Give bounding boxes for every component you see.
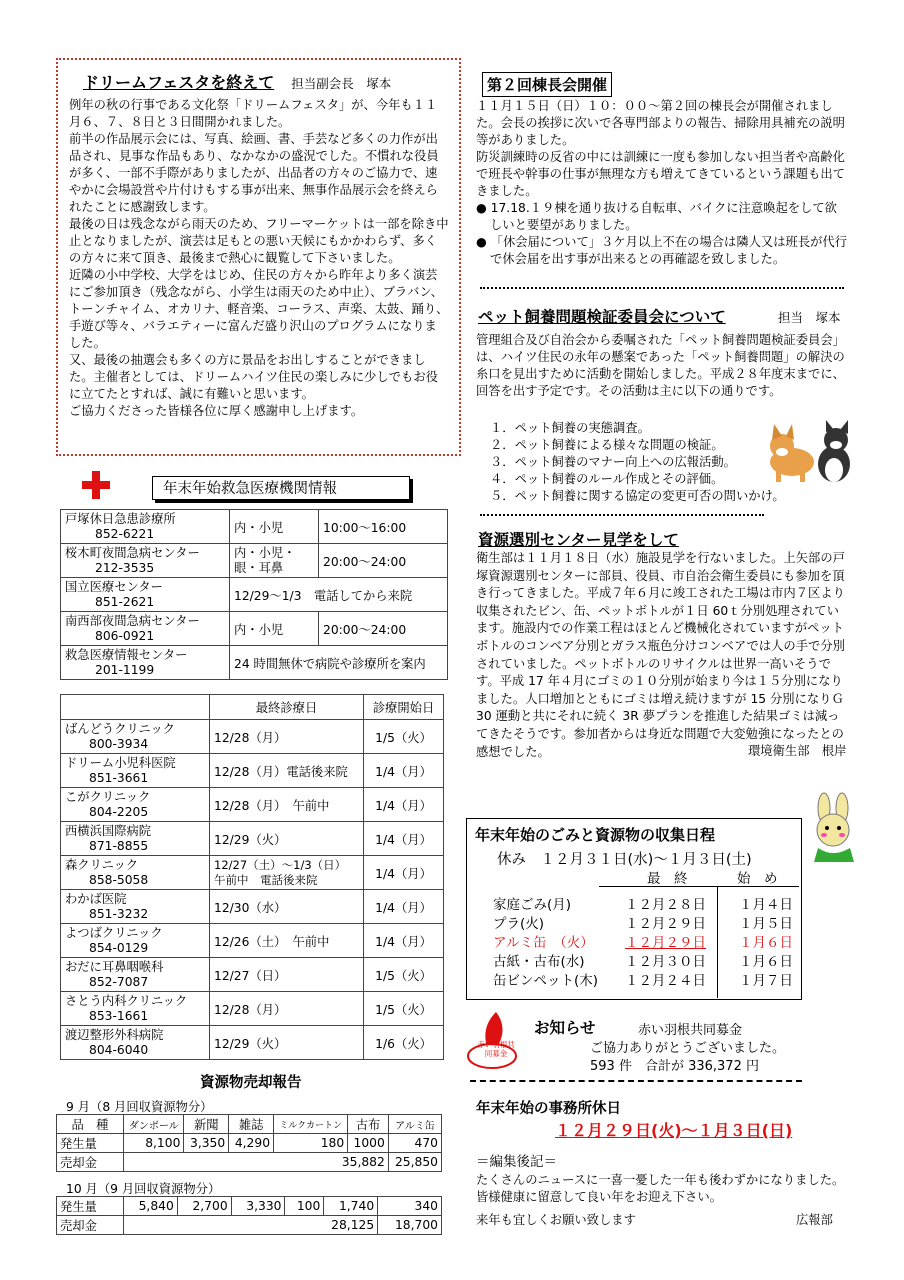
schedule-kind: プラ(火) <box>493 916 545 932</box>
schedule-start: １月７日 <box>739 973 793 989</box>
emergency-title: 年末年始救急医療機関情報 <box>152 476 410 500</box>
council-title: 第２回棟長会開催 <box>482 72 612 97</box>
schedule-title: 年末年始のごみと資源物の収集日程 <box>475 826 716 844</box>
festival-paragraph: 前半の作品展示会には、写真、絵画、書、手芸など多くの力作が出品され、見事な作品もあり、なかなかの盛況でした。不慣れな役員が多く、一部不手際がありましたが、出品者の方々のご協力で、速やかに会場設営や片付けもする事が出来、無事作品展示会を終えられたことに感謝致します。 <box>69 132 439 214</box>
notice-line2: 593 件 合計が 336,372 円 <box>590 1059 759 1074</box>
facility-cell: 南西部夜間急病センター 806-0921 <box>61 612 230 646</box>
recycle-table-oct <box>56 1196 442 1235</box>
schedule-kind: アルミ缶 （火） <box>493 935 594 951</box>
schedule-start: １月６日 <box>739 935 793 951</box>
postscript-title: ＝編集後記＝ <box>476 1154 557 1170</box>
postscript-closing: 来年も宜しくお願い致します <box>476 1213 636 1227</box>
schedule-last: １２月２４日 <box>625 973 706 989</box>
festival-paragraph: 近隣の小中学校、大学をはじめ、住民の方々から昨年より多く演芸にご参加頂き（残念ながら、小学生は雨天のため中止）、ブラバン、トーンチャイム、オカリナ、軽音楽、コーラス、声楽、太鼓、踊り、手遊び等々、バラエティーに富んだ盛り沢山のプログラムになりました。 <box>69 268 449 350</box>
note-cell: 12/29〜1/3 電話してから来院 <box>230 578 448 612</box>
dept-cell: 内・小児・眼・耳鼻 <box>230 544 319 578</box>
festival-article <box>56 58 461 456</box>
header-cell: 最終診療日 <box>210 695 364 720</box>
festival-author: 担当副会長 塚本 <box>291 76 392 91</box>
sep-caption: 9 月（8 月回収資源物分） <box>66 1100 213 1114</box>
pet-author: 担当 塚本 <box>778 310 841 325</box>
office-title: 年末年始の事務所休日 <box>476 1101 621 1117</box>
table-row <box>61 544 448 578</box>
table-row: 森クリニック 858-5058 12/27（土）〜1/3（日） 午前中 電話後来院 1/4（月） <box>61 856 444 890</box>
notice-line1: ご協力ありがとうございました。 <box>590 1041 786 1056</box>
recycle-table-sep <box>56 1114 442 1172</box>
table-row: 発生量 5,840 2,700 3,330 100 1,740 340 <box>57 1197 442 1216</box>
table-row: 発生量 8,100 3,350 4,290 180 1000 470 <box>57 1134 442 1153</box>
festival-paragraph: 最後の日は残念ながら雨天のため、フリーマーケットは一部を除き中止となりましたが、演芸は足もとの悪い天候にもかかわらず、多くの方々に来て頂き、最後まで熱心に観覧して下さいました。 <box>69 217 449 265</box>
festival-body <box>69 97 449 420</box>
header-cell <box>61 695 210 720</box>
table-row <box>61 612 448 646</box>
list-item: ２．ペット飼養による様々な問題の検証。 <box>490 438 724 452</box>
divider <box>470 1080 802 1082</box>
list-item: ５．ペット飼養に関する協定の変更可否の問いかけ。 <box>490 489 785 503</box>
time-cell: 10:00〜16:00 <box>319 510 448 544</box>
festival-paragraph: 例年の秋の行事である文化祭「ドリームフェスタ」が、今年も１１月６、７、８日と３日間開かれました。 <box>69 98 438 129</box>
badge-label: 赤い羽根共同募金 <box>477 1040 515 1058</box>
schedule-last: １２月３０日 <box>625 954 706 970</box>
festival-title: ドリームフェスタを終えて <box>83 73 275 92</box>
facility-cell: 国立医療センター 851-2621 <box>61 578 230 612</box>
table-row: ドリーム小児科医院 851-3661 12/28（月）電話後来院 1/4（月） <box>61 754 444 788</box>
table-row: 西横浜国際病院 871-8855 12/29（火） 1/4（月） <box>61 822 444 856</box>
table-row: さとう内科クリニック 853-1661 12/28（月） 1/5（火） <box>61 992 444 1026</box>
pet-list <box>490 420 785 505</box>
notice-title: お知らせ <box>534 1019 596 1037</box>
festival-paragraph: ご協力くださった皆様各位に厚く感謝申し上げます。 <box>69 404 364 418</box>
table-row: よつばクリニック 854-0129 12/26（土） 午前中 1/4（月） <box>61 924 444 958</box>
schedule-holiday: 休み １２月３１日(水)〜１月３日(土) <box>497 852 752 868</box>
notice-subtitle: 赤い羽根共同募金 <box>638 1023 743 1038</box>
collection-schedule <box>466 818 802 1000</box>
clinic-table <box>60 694 444 1060</box>
schedule-last: １２月２９日 <box>625 916 706 932</box>
table-row <box>61 578 448 612</box>
dog-and-cat-icon <box>760 418 860 488</box>
red-cross-icon <box>82 471 110 499</box>
schedule-last: １２月２８日 <box>625 897 706 913</box>
schedule-start: １月４日 <box>739 897 793 913</box>
council-body: １１月１５日（日）１０：００〜第２回の棟長会が開催されました。会長の挨拶に次いで各専門部よりの報告、掃除用具補充の説明等がありました。 防災訓練時の反省の中には訓練に一度も参加しない担当者や高齢化で班長や幹事の仕事が無理な方も増えてきているという課題も出てきました。 ● 17.18.１９棟を通り抜ける自転車、バイクに注意喚起をして欲しいと要望がありました。 ● 「休会届について」３ケ月以上不在の場合は隣人又は班長が代行で休会届を出す事が出来るとの再確認を致しました。 <box>476 99 848 266</box>
divider <box>480 514 764 516</box>
time-cell: 20:00〜24:00 <box>319 612 448 646</box>
emergency-table <box>60 509 448 680</box>
recycle-title: 資源物売却報告 <box>200 1075 302 1091</box>
dept-cell: 内・小児 <box>230 612 319 646</box>
table-row: わかば医院 851-3232 12/30（水） 1/4（月） <box>61 890 444 924</box>
sorting-body: 衛生部は１１月１８日（水）施設見学を行ないました。上矢部の戸塚資源選別センターに部員、役員、市自治会衛生委員にも参加を頂き行ってきました。平成７年６月に竣工された工場は市内７区より収集されたビン、缶、ペットボトルが１日 60ｔ分別処理されています。施設内での作業工程はほとんど機械化されていますがペットボトルのコンベア分別とガラス瓶色分けコンベアでは人の手で分別されていました。ペットボトルのリサイクルは世界一高いそうです。平成 17 年４月にゴミの１０分別が始まり今は１５分別になりました。人口増加とともにゴミは増え続けますが 15 分別になりＧ30 運動と共にそれに続く 3R 夢プランを推進した結果ゴミは減ってきたそうです。参加者からは身近な問題で大変勉強になったとの感想でした。 <box>476 551 845 759</box>
note-cell: 24 時間無休で病院や診療所を案内 <box>230 646 448 680</box>
table-row: こがクリニック 804-2205 12/28（月） 午前中 1/4（月） <box>61 788 444 822</box>
sorting-title: 資源選別センター見学をして <box>478 531 679 549</box>
schedule-start: １月６日 <box>739 954 793 970</box>
schedule-kind: 古紙・古布(水) <box>493 954 585 970</box>
list-item: ● 17.18.１９棟を通り抜ける自転車、バイクに注意喚起をして欲しいと要望がありました。 <box>476 201 837 232</box>
dept-cell: 内・小児 <box>230 510 319 544</box>
col-start-label: 始 め <box>737 871 778 887</box>
festival-paragraph: 又、最後の抽選会も多くの方に景品をお出しすることができました。主催者としては、ドリームハイツ住民の楽しみに少しでもお役に立てたとすれば、誠に有難いと思います。 <box>69 353 438 401</box>
table-header-row: 品 種 ダンボール 新聞 雑誌 ミルクカートン 古布 アルミ缶 <box>57 1115 442 1134</box>
table-row <box>61 510 448 544</box>
schedule-start: １月５日 <box>739 916 793 932</box>
pet-title: ペット飼養問題検証委員会について <box>478 308 726 326</box>
schedule-last: １２月２９日 <box>625 935 706 951</box>
header-cell: 診療開始日 <box>364 695 444 720</box>
divider <box>480 287 844 289</box>
table-row: おだに耳鼻咽喉科 852-7087 12/27（日） 1/5（火） <box>61 958 444 992</box>
table-header-row <box>61 695 444 720</box>
schedule-kind: 缶ビンペット(木) <box>493 973 599 989</box>
pet-intro: 管理組合及び自治会から委嘱された「ペット飼養問題検証委員会」は、ハイツ住民の永年の懸案であった「ペット飼養問題」の解決の糸口を見出すために活動を開始しました。平成２８年度末までに、回答を出す予定です。その活動は主に以下の通りです。 <box>476 333 845 398</box>
table-row: ばんどうクリニック 800-3934 12/28（月） 1/5（火） <box>61 720 444 754</box>
rabbit-mascot-icon <box>806 792 860 864</box>
facility-cell: 救急医療情報センター 201-1199 <box>61 646 230 680</box>
list-item: １．ペット飼養の実態調査。 <box>490 421 650 435</box>
list-item: ● 「休会届について」３ケ月以上不在の場合は隣人又は班長が代行で休会届を出す事が出来るとの再確認を致しました。 <box>476 235 848 266</box>
time-cell: 20:00〜24:00 <box>319 544 448 578</box>
col-last-label: 最 終 <box>647 871 688 887</box>
facility-cell: 戸塚休日急患診療所 852-6221 <box>61 510 230 544</box>
postscript-signature: 広報部 <box>796 1213 833 1227</box>
list-item: ４．ペット飼養のルール作成とその評価。 <box>490 472 724 486</box>
table-row <box>61 646 448 680</box>
sorting-signature: 環境衛生部 根岸 <box>748 744 847 758</box>
table-row: 渡辺整形外科病院 804-6040 12/29（火） 1/6（火） <box>61 1026 444 1060</box>
facility-cell: 桜木町夜間急病センター 212-3535 <box>61 544 230 578</box>
table-row: 売却金 35,882 25,850 <box>57 1153 442 1172</box>
postscript-body: たくさんのニュースに一喜一憂した一年も後わずかになりました。皆様健康に留意して良い年をお迎え下さい。 <box>476 1173 845 1204</box>
office-dates: １２月２９日(火)〜１月３日(日) <box>555 1121 793 1140</box>
list-item: ３．ペット飼養のマナー向上への広報活動。 <box>490 455 736 469</box>
oct-caption: 10 月（9 月回収資源物分） <box>66 1182 221 1196</box>
schedule-rule <box>599 886 799 887</box>
schedule-kind: 家庭ごみ(月) <box>493 897 572 913</box>
schedule-vrule <box>717 886 718 998</box>
table-row: 売却金 28,125 18,700 <box>57 1216 442 1235</box>
